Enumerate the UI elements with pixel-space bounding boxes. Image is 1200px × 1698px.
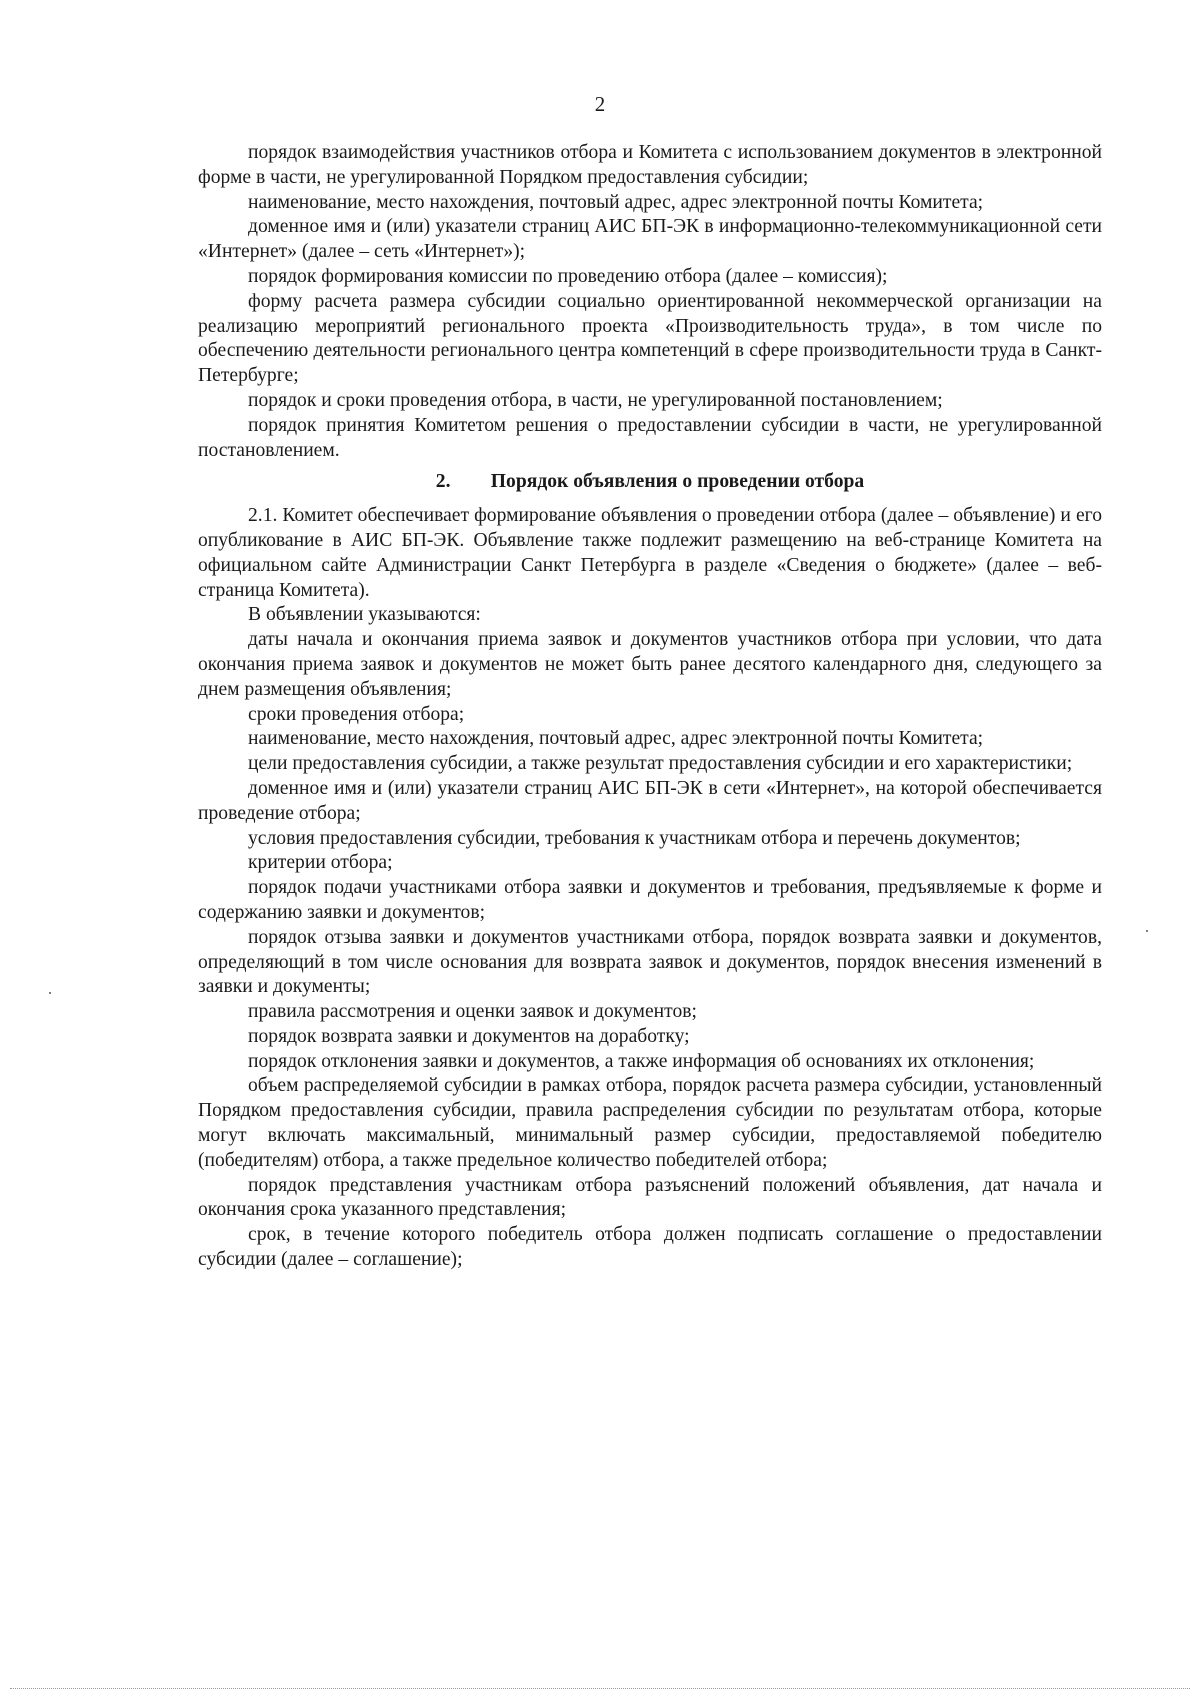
paragraph: порядок принятия Комитетом решения о предоставлении субсидии в части, не урегулированной постановлением.	[198, 414, 1102, 461]
section-number: 2.	[435, 471, 451, 493]
paragraph: доменное имя и (или) указатели страниц АИС БП-ЭК в информационно-телекоммуникационной сети «Интернет» (далее – сеть «Интернет»);	[198, 216, 1102, 263]
paragraph: порядок формирования комиссии по проведению отбора (далее – комиссия);	[248, 265, 888, 287]
paragraph: В объявлении указываются:	[248, 604, 481, 626]
paragraph: сроки проведения отбора;	[248, 703, 465, 725]
paragraph: даты начала и окончания приема заявок и документов участников отбора при условии, что дата окончания приема заявок и документов не может быть ранее десятого календарного дня, следующего за днем размещения объявления;	[198, 629, 1102, 700]
paragraph: условия предоставления субсидии, требования к участникам отбора и перечень документов;	[248, 827, 1021, 849]
paragraph: правила рассмотрения и оценки заявок и документов;	[248, 1001, 697, 1023]
paragraph: порядок отзыва заявки и документов участниками отбора, порядок возврата заявки и документов, определяющий в том числе основания для возврата заявок и документов, порядок внесения изменений в заявки и документы;	[198, 926, 1102, 998]
paragraph: порядок взаимодействия участников отбора и Комитета с использованием документов в электронной форме в части, не урегулированной Порядком предоставления субсидии;	[198, 142, 1102, 188]
paragraph: порядок представления участникам отбора разъяснений положений объявления, дат начала и окончания срока указанного представления;	[198, 1174, 1102, 1221]
paragraph: объем распределяемой субсидии в рамках отбора, порядок расчета размера субсидии, установленный Порядком предоставления субсидии, правила распределения субсидии по результатам отбора, которые могут включать максимальный, минимальный размер субсидии, предоставляемой победителю (победителям) отбора, а также предельное количество победителей отбора;	[198, 1075, 1102, 1171]
scan-speck	[1146, 930, 1148, 932]
paragraph: порядок возврата заявки и документов на доработку;	[248, 1025, 690, 1047]
paragraph: порядок отклонения заявки и документов, а также информация об основаниях их отклонения;	[248, 1050, 1035, 1072]
paragraph: порядок подачи участниками отбора заявки и документов и требования, предъявляемые к форме и содержанию заявки и документов;	[198, 877, 1102, 923]
paragraph: цели предоставления субсидии, а также результат предоставления субсидии и его характеристики;	[248, 753, 1073, 775]
paragraph: наименование, место нахождения, почтовый адрес, адрес электронной почты Комитета;	[248, 728, 984, 750]
scan-edge-noise	[10, 1688, 1190, 1691]
paragraph: наименование, место нахождения, почтовый адрес, адрес электронной почты Комитета;	[248, 191, 984, 213]
scan-speck	[49, 992, 51, 994]
paragraph: доменное имя и (или) указатели страниц АИС БП-ЭК в сети «Интернет», на которой обеспечивается проведение отбора;	[198, 777, 1102, 824]
paragraph: порядок и сроки проведения отбора, в части, не урегулированной постановлением;	[248, 389, 943, 411]
section-heading	[198, 470, 1102, 495]
paragraph: срок, в течение которого победитель отбора должен подписать соглашение о предоставлении субсидии (далее – соглашение);	[198, 1224, 1102, 1271]
section-title: Порядок объявления о проведении отбора	[490, 471, 865, 493]
paragraph: форму расчета размера субсидии социально ориентированной некоммерческой организации на реализацию мероприятий регионального проекта «Производительность труда», в том числе по обеспечению деятельности регионального центра компетенций в сфере производительности труда в Санкт-Петербурге;	[198, 290, 1102, 387]
page-number: 2	[594, 92, 606, 116]
document-body	[198, 141, 1102, 1273]
paragraph: 2.1. Комитет обеспечивает формирование объявления о проведении отбора (далее – объявление) и его опубликование в АИС БП-ЭК. Объявление также подлежит размещению на веб-странице Комитета на официальном сайте Администрации Санкт Петербурга в разделе «Сведения о бюджете» (далее – веб-страница Комитета).	[198, 505, 1102, 601]
paragraph: критерии отбора;	[248, 852, 393, 874]
